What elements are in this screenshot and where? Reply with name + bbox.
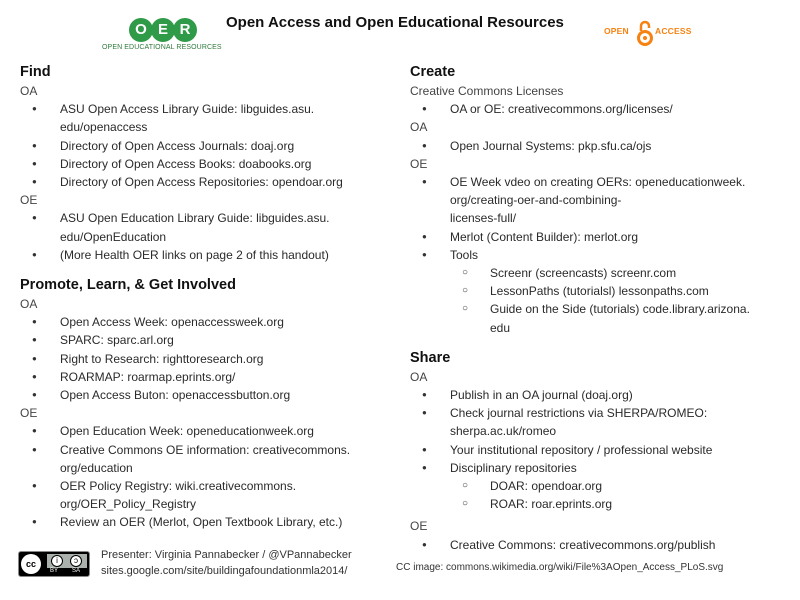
open-lock-icon [636,20,654,46]
find-oe-label: OE [20,193,38,208]
promote-oe-label: OE [20,406,38,421]
list-item[interactable]: ● Directory of Open Access Repositories: opendoar.org [20,173,390,191]
find-heading: Find [20,64,51,80]
cc-by-label: BY [50,568,59,574]
presenter-site-link[interactable]: sites.google.com/site/buildingafoundationmla2014/ [101,565,348,577]
list-item[interactable]: ● OER Policy Registry: wiki.creativecommons. org/OER_Policy_Registry [20,477,390,513]
create-cc-list [410,100,795,118]
oer-logo-letter-e: E [151,18,175,42]
right-column [410,60,795,554]
oer-logo-circles [129,16,197,46]
list-item[interactable]: ○ LessonPaths (tutorialsl) lessonpaths.com [450,282,795,300]
create-oe-list [410,173,795,337]
list-item[interactable]: ● Open Access Buton: openaccessbutton.org [20,386,390,404]
find-oa-list [20,100,390,191]
find-oa-label: OA [20,84,38,98]
cc-by-sa-badge [18,551,90,577]
list-item[interactable]: ● Right to Research: righttoresearch.org [20,350,390,368]
oer-logo-letter-o: O [129,18,153,42]
attribution-icon: i [51,555,63,567]
share-oa-list [410,386,795,513]
list-item[interactable]: ● Directory of Open Access Journals: doaj.org [20,137,390,155]
list-item[interactable]: ● ASU Open Education Library Guide: libguides.asu. edu/OpenEducation [20,209,390,245]
list-item[interactable]: ● Directory of Open Access Books: doabooks.org [20,155,390,173]
share-oa-label: OA [410,369,428,384]
create-oa-label: OA [410,120,428,135]
page-title: Open Access and Open Educational Resources [226,14,564,31]
create-heading: Create [410,64,456,80]
create-oa-list [410,137,795,155]
promote-oa-list [20,313,390,404]
list-item[interactable]: ● Open Education Week: openeducationweek.org [20,422,390,440]
promote-oa-label: OA [20,297,38,312]
list-item[interactable]: ● OA or OE: creativecommons.org/licenses/ [410,100,795,118]
cc-sa-label: SA [72,568,81,574]
list-item: ● Disciplinary repositories ○ DOAR: opendoar.org ○ ROAR: roar.eprints.org [410,459,795,514]
oer-logo-text: OPEN EDUCATIONAL RESOURCES [102,44,222,51]
list-item: ● Your institutional repository / professional website [410,441,795,459]
list-item[interactable]: ● SPARC: sparc.arl.org [20,331,390,349]
left-column [20,60,390,532]
promote-heading: Promote, Learn, & Get Involved [20,277,236,294]
creative-commons-icon: cc [21,554,41,574]
list-item[interactable]: ● Creative Commons: creativecommons.org/publish [410,536,795,554]
repositories-list [450,477,795,513]
create-cc-label: Creative Commons Licenses [410,84,564,98]
list-item[interactable]: ● Publish in an OA journal (doaj.org) [410,386,795,404]
promote-oe-list [20,422,390,531]
list-item[interactable]: ● Creative Commons OE information: creativecommons. org/education [20,441,390,477]
open-access-logo [604,20,690,46]
tools-list [450,264,795,337]
list-item[interactable]: ○ ROAR: roar.eprints.org [450,495,795,513]
oer-logo-letter-r: R [173,18,197,42]
find-oe-list [20,209,390,264]
create-oe-label: OE [410,156,428,171]
list-item[interactable]: ○ DOAR: opendoar.org [450,477,795,495]
cc-image-credit: CC image: commons.wikimedia.org/wiki/File%3AOpen_Access_PLoS.svg [396,562,724,573]
list-item[interactable]: ● ROARMAP: roarmap.eprints.org/ [20,368,390,386]
share-oe-list [410,536,795,554]
oa-logo-access: ACCESS [655,26,692,36]
list-item[interactable]: ● Open Journal Systems: pkp.sfu.ca/ojs [410,137,795,155]
presenter-credit [101,547,352,579]
share-alike-icon: ↄ [70,555,82,567]
list-item[interactable]: ○ Screenr (screencasts) screenr.com [450,264,795,282]
list-item[interactable]: ● Check journal restrictions via SHERPA/ROMEO: sherpa.ac.uk/romeo [410,404,795,440]
list-item: ● Review an OER (Merlot, Open Textbook Library, etc.) [20,513,390,531]
list-item[interactable]: ● ASU Open Access Library Guide: libguides.asu. edu/openaccess [20,100,390,136]
list-item[interactable]: ● OE Week vdeo on creating OERs: openeducationweek. org/creating-oer-and-combining- licenses-full/ [410,173,795,228]
list-item[interactable]: ○ Guide on the Side (tutorials) code.library.arizona. edu [450,300,795,336]
list-item[interactable]: ● Open Access Week: openaccessweek.org [20,313,390,331]
share-heading: Share [410,349,451,366]
oer-logo [102,16,220,56]
list-item: ● Tools ○ Screenr (screencasts) screenr.com ○ LessonPaths (tutorialsl) lessonpaths.com ○ Guide on the Side (tutorials) code.library.arizona. edu [410,246,795,337]
presenter-name: Presenter: Virginia Pannabecker / @VPannabecker [101,549,352,561]
list-item[interactable]: ● Merlot (Content Builder): merlot.org [410,228,795,246]
list-item: ● (More Health OER links on page 2 of this handout) [20,246,390,264]
oa-logo-open: OPEN [604,26,629,36]
share-oe-label: OE [410,519,428,534]
